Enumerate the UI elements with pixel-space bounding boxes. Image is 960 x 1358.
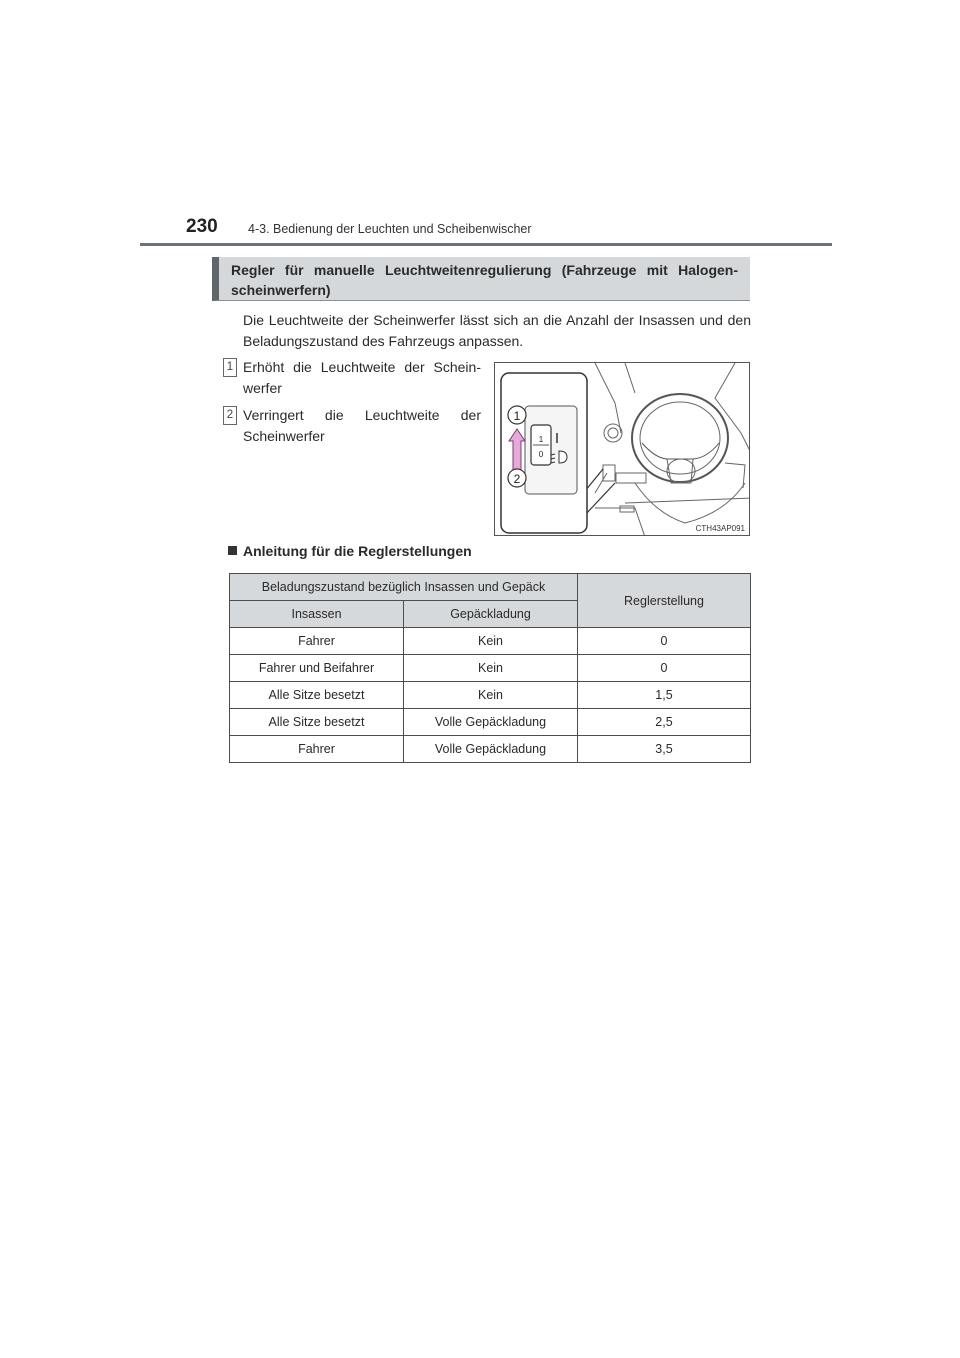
table-cell: 2,5 [578,709,751,736]
table-cell: Fahrer und Beifahrer [230,655,404,682]
table-cell: Kein [404,628,578,655]
item-text: Verringert die Leuchtweite der Scheinwerfer [243,407,481,444]
table-cell: Alle Sitze besetzt [230,682,404,709]
table-cell: Alle Sitze besetzt [230,709,404,736]
table-subheader-luggage: Gepäckladung [404,601,578,628]
item-number-badge: 2 [223,406,237,425]
table-cell: Fahrer [230,628,404,655]
table-subheader-occupants: Insassen [230,601,404,628]
table-cell: 0 [578,655,751,682]
table-row [230,709,751,736]
table-cell: 0 [578,628,751,655]
table-cell: Volle Gepäckladung [404,709,578,736]
bullet-square-icon [228,546,237,555]
guide-heading-text: Anleitung für die Reglerstellungen [243,543,472,559]
section-title: Regler für manuelle Leuchtweitenregulierung (Fahrzeuge mit Halogen-scheinwerfern) [212,257,750,301]
dial-mark-1: 1 [538,435,544,444]
svg-text:2: 2 [513,472,521,486]
header-rule [140,243,832,246]
table-row [230,682,751,709]
table-cell: 3,5 [578,736,751,763]
settings-table [229,573,751,763]
item-number-badge: 1 [223,358,237,377]
table-row [230,628,751,655]
callout-1 [508,406,526,424]
table-cell: 1,5 [578,682,751,709]
table-row [230,655,751,682]
item-text: Erhöht die Leuchtweite der Schein-werfer [243,359,481,396]
guide-heading [228,543,472,559]
table-setting-header: Reglerstellung [578,574,751,628]
svg-text:1: 1 [513,409,521,423]
chapter-title: 4-3. Bedienung der Leuchten und Scheibenwischer [248,222,532,236]
figure-code: CTH43AP091 [695,524,745,533]
section-intro: Die Leuchtweite der Scheinwerfer lässt sich an die Anzahl der Insassen und den Beladungszustand des Fahrzeugs anpassen. [243,312,751,349]
page-number: 230 [186,216,218,237]
table-group-header: Beladungszustand bezüglich Insassen und Gepäck [230,574,578,601]
table-cell: Kein [404,682,578,709]
headlight-leveling-dial-drawing [495,363,750,536]
table-cell: Volle Gepäckladung [404,736,578,763]
table-cell: Fahrer [230,736,404,763]
table-cell: Kein [404,655,578,682]
dial-mark-0: 0 [538,450,544,459]
dashboard-illustration [494,362,750,536]
callout-2 [508,469,526,487]
table-row [230,736,751,763]
